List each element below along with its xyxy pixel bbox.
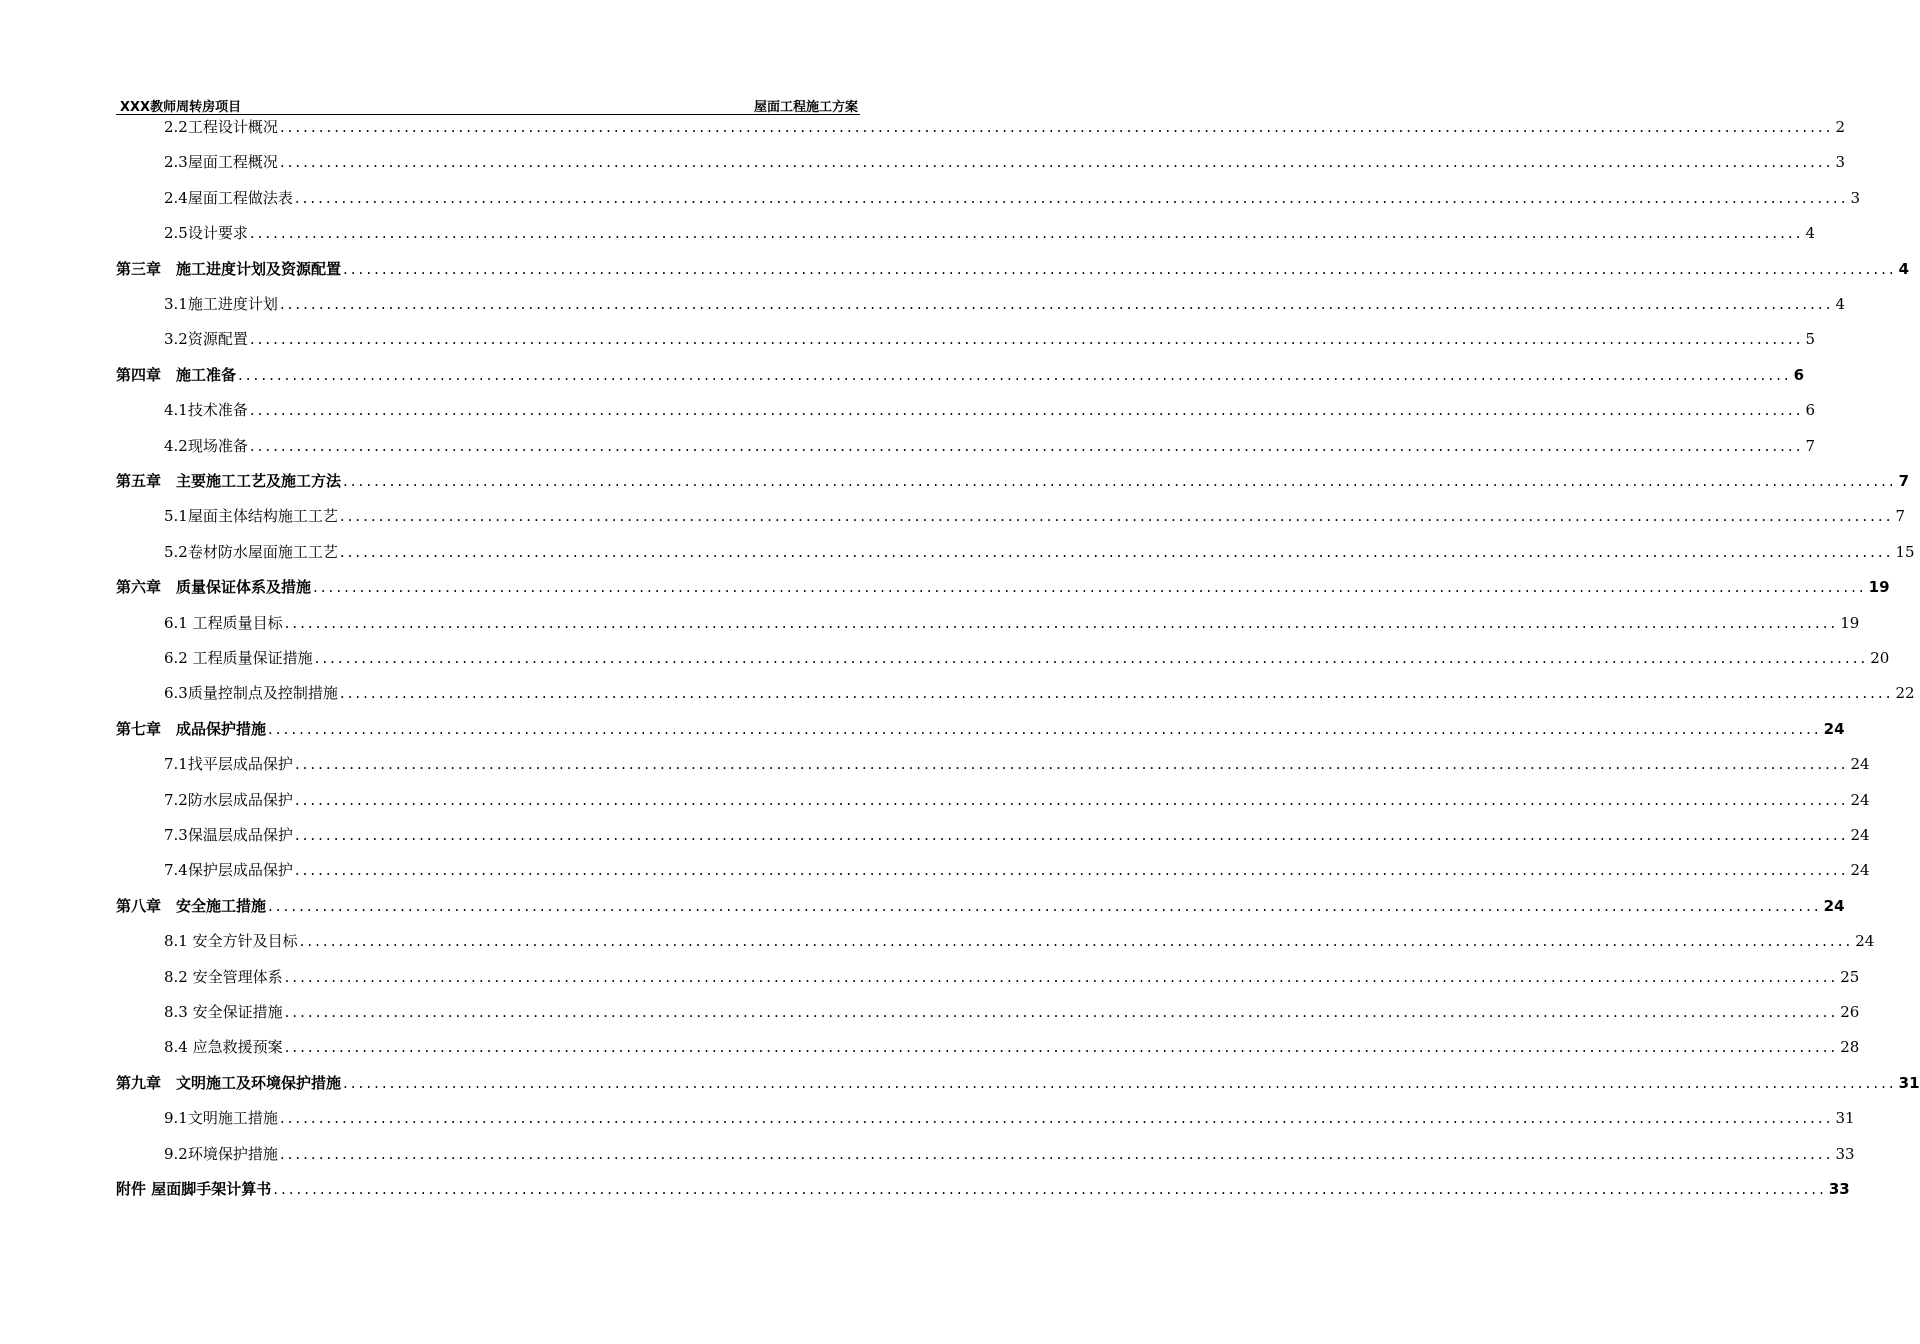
- toc-section-entry[interactable]: [164, 646, 1890, 670]
- toc-entry-page-number: 26: [1840, 1003, 1860, 1021]
- toc-entry-label: 第六章 质量保证体系及措施: [116, 578, 312, 597]
- toc-entry-label: 附件 屋面脚手架计算书: [116, 1180, 272, 1198]
- toc-chapter-entry[interactable]: [116, 717, 1845, 741]
- toc-entry-page-number: 6: [1793, 365, 1805, 384]
- toc-section-entry[interactable]: [164, 186, 1861, 210]
- toc-dot-leader: ........................................................................................................................................................................................................: [294, 826, 1849, 844]
- toc-section-entry[interactable]: [164, 115, 1846, 139]
- toc-entry-page-number: 4: [1898, 259, 1910, 278]
- toc-dot-leader: ........................................................................................................................................................................................................: [279, 153, 1834, 172]
- toc-entry-page-number: 31: [1898, 1073, 1920, 1092]
- toc-section-entry[interactable]: [164, 221, 1816, 245]
- toc-entry-page-number: 3: [1850, 188, 1861, 207]
- toc-section-entry[interactable]: [164, 434, 1816, 458]
- toc-dot-leader: ........................................................................................................................................................................................................: [284, 967, 1839, 986]
- toc-dot-leader: ........................................................................................................................................................................................................: [343, 259, 1897, 278]
- toc-entry-label: 8.4 应急救援预案: [164, 1038, 283, 1057]
- toc-section-entry[interactable]: [164, 965, 1860, 989]
- toc-entry-page-number: 24: [1850, 755, 1870, 774]
- toc-section-entry[interactable]: [164, 929, 1875, 953]
- toc-entry-page-number: 15: [1895, 542, 1915, 561]
- toc-section-entry[interactable]: [164, 823, 1870, 847]
- toc-dot-leader: ........................................................................................................................................................................................................: [284, 1003, 1839, 1021]
- toc-section-entry[interactable]: [164, 611, 1860, 635]
- toc-entry-page-number: 24: [1850, 861, 1870, 880]
- header-project-name: XXX教师周转房项目: [120, 100, 242, 115]
- page-header: [116, 96, 860, 115]
- toc-entry-label: 4.2现场准备: [164, 436, 248, 455]
- toc-dot-leader: ........................................................................................................................................................................................................: [268, 719, 1822, 738]
- toc-entry-label: 2.5设计要求: [164, 224, 248, 243]
- toc-dot-leader: ........................................................................................................................................................................................................: [279, 1109, 1834, 1128]
- toc-section-entry[interactable]: [164, 327, 1816, 351]
- toc-entry-label: 9.2环境保护措施: [164, 1144, 278, 1163]
- toc-entry-label: 9.1文明施工措施: [164, 1109, 278, 1128]
- toc-section-entry[interactable]: [164, 1000, 1860, 1024]
- toc-entry-label: 8.2 安全管理体系: [164, 967, 283, 986]
- toc-chapter-entry[interactable]: [116, 575, 1890, 599]
- toc-entry-label: 3.1施工进度计划: [164, 295, 278, 313]
- toc-entry-page-number: 25: [1840, 967, 1860, 986]
- toc-dot-leader: ........................................................................................................................................................................................................: [284, 1038, 1839, 1057]
- toc-entry-page-number: 3: [1835, 153, 1846, 172]
- toc-dot-leader: ........................................................................................................................................................................................................: [294, 188, 1849, 207]
- toc-entry-page-number: 33: [1835, 1144, 1855, 1163]
- toc-section-entry[interactable]: [164, 681, 1915, 705]
- toc-dot-leader: ........................................................................................................................................................................................................: [313, 578, 1867, 597]
- toc-entry-label: 第八章 安全施工措施: [116, 896, 267, 915]
- toc-entry-label: 第四章 施工准备: [116, 365, 237, 384]
- toc-entry-page-number: 7: [1805, 436, 1816, 455]
- toc-dot-leader: ........................................................................................................................................................................................................: [249, 330, 1804, 349]
- toc-entry-page-number: 24: [1823, 719, 1845, 738]
- toc-entry-page-number: 24: [1850, 826, 1870, 844]
- toc-section-entry[interactable]: [164, 788, 1870, 812]
- toc-entry-label: 7.2防水层成品保护: [164, 790, 293, 809]
- toc-dot-leader: ........................................................................................................................................................................................................: [339, 684, 1894, 703]
- header-document-title: 屋面工程施工方案: [753, 100, 858, 115]
- toc-entry-label: 2.3屋面工程概况: [164, 153, 278, 172]
- toc-chapter-entry[interactable]: [116, 363, 1805, 387]
- toc-dot-leader: ........................................................................................................................................................................................................: [238, 365, 1792, 384]
- toc-entry-label: 3.2资源配置: [164, 330, 248, 349]
- toc-entry-label: 5.2卷材防水屋面施工工艺: [164, 542, 338, 561]
- toc-dot-leader: ........................................................................................................................................................................................................: [279, 118, 1834, 136]
- toc-entry-page-number: 5: [1805, 330, 1816, 349]
- toc-dot-leader: ........................................................................................................................................................................................................: [314, 649, 1869, 667]
- toc-entry-label: 4.1技术准备: [164, 401, 248, 420]
- toc-entry-page-number: 24: [1855, 932, 1875, 951]
- toc-entry-page-number: 24: [1850, 790, 1870, 809]
- toc-dot-leader: ........................................................................................................................................................................................................: [268, 896, 1822, 915]
- toc-chapter-entry[interactable]: [116, 257, 1910, 281]
- toc-dot-leader: ........................................................................................................................................................................................................: [343, 472, 1897, 490]
- toc-section-entry[interactable]: [164, 1142, 1855, 1166]
- toc-entry-label: 第三章 施工进度计划及资源配置: [116, 259, 342, 278]
- toc-dot-leader: ........................................................................................................................................................................................................: [294, 790, 1849, 809]
- toc-dot-leader: ........................................................................................................................................................................................................: [339, 542, 1894, 561]
- toc-entry-page-number: 24: [1823, 896, 1845, 915]
- toc-entry-label: 6.1 工程质量目标: [164, 613, 283, 632]
- toc-entry-page-number: 7: [1895, 507, 1906, 526]
- toc-entry-page-number: 19: [1868, 578, 1890, 597]
- toc-chapter-entry[interactable]: [116, 1071, 1920, 1095]
- toc-dot-leader: ........................................................................................................................................................................................................: [249, 224, 1804, 243]
- toc-dot-leader: ........................................................................................................................................................................................................: [343, 1073, 1897, 1092]
- toc-entry-label: 2.4屋面工程做法表: [164, 188, 293, 207]
- toc-entry-label: 5.1屋面主体结构施工工艺: [164, 507, 338, 526]
- toc-entry-label: 7.1找平层成品保护: [164, 755, 293, 774]
- toc-chapter-entry[interactable]: [116, 894, 1845, 918]
- toc-entry-label: 8.1 安全方针及目标: [164, 932, 298, 951]
- toc-dot-leader: ........................................................................................................................................................................................................: [279, 295, 1834, 313]
- toc-entry-page-number: 31: [1835, 1109, 1855, 1128]
- toc-entry-label: 7.3保温层成品保护: [164, 826, 293, 844]
- toc-entry-label: 第七章 成品保护措施: [116, 719, 267, 738]
- toc-section-entry[interactable]: [164, 504, 1906, 528]
- toc-section-entry[interactable]: [164, 398, 1816, 422]
- toc-dot-leader: ........................................................................................................................................................................................................: [249, 401, 1804, 420]
- toc-dot-leader: ........................................................................................................................................................................................................: [279, 1144, 1834, 1163]
- toc-entry-label: 6.3质量控制点及控制措施: [164, 684, 338, 703]
- toc-dot-leader: ........................................................................................................................................................................................................: [273, 1180, 1827, 1198]
- toc-entry-page-number: 6: [1805, 401, 1816, 420]
- toc-entry-label: 6.2 工程质量保证措施: [164, 649, 313, 667]
- toc-entry-page-number: 4: [1835, 295, 1846, 313]
- toc-dot-leader: ........................................................................................................................................................................................................: [339, 507, 1894, 526]
- toc-section-entry[interactable]: [164, 1035, 1860, 1059]
- toc-dot-leader: ........................................................................................................................................................................................................: [294, 861, 1849, 880]
- toc-dot-leader: ........................................................................................................................................................................................................: [294, 755, 1849, 774]
- toc-entry-label: 8.3 安全保证措施: [164, 1003, 283, 1021]
- toc-entry-page-number: 20: [1870, 649, 1890, 667]
- toc-section-entry[interactable]: [164, 858, 1870, 882]
- toc-dot-leader: ........................................................................................................................................................................................................: [249, 436, 1804, 455]
- toc-entry-page-number: 28: [1840, 1038, 1860, 1057]
- toc-section-entry[interactable]: [164, 150, 1846, 174]
- toc-section-entry[interactable]: [164, 1106, 1855, 1130]
- toc-entry-page-number: 2: [1835, 118, 1846, 136]
- toc-entry-page-number: 22: [1895, 684, 1915, 703]
- toc-entry-page-number: 4: [1805, 224, 1816, 243]
- toc-entry-label: 第五章 主要施工工艺及施工方法: [116, 472, 342, 490]
- toc-chapter-entry[interactable]: [116, 469, 1910, 493]
- toc-section-entry[interactable]: [164, 752, 1870, 776]
- toc-entry-page-number: 33: [1828, 1180, 1850, 1198]
- toc-entry-page-number: 7: [1898, 472, 1910, 490]
- toc-dot-leader: ........................................................................................................................................................................................................: [299, 932, 1854, 951]
- toc-section-entry[interactable]: [164, 540, 1915, 564]
- toc-section-entry[interactable]: [164, 292, 1846, 316]
- toc-chapter-entry[interactable]: [116, 1177, 1850, 1201]
- toc-dot-leader: ........................................................................................................................................................................................................: [284, 613, 1839, 632]
- toc-entry-label: 第九章 文明施工及环境保护措施: [116, 1073, 342, 1092]
- toc-entry-page-number: 19: [1840, 613, 1860, 632]
- toc-entry-label: 2.2工程设计概况: [164, 118, 278, 136]
- toc-entry-label: 7.4保护层成品保护: [164, 861, 293, 880]
